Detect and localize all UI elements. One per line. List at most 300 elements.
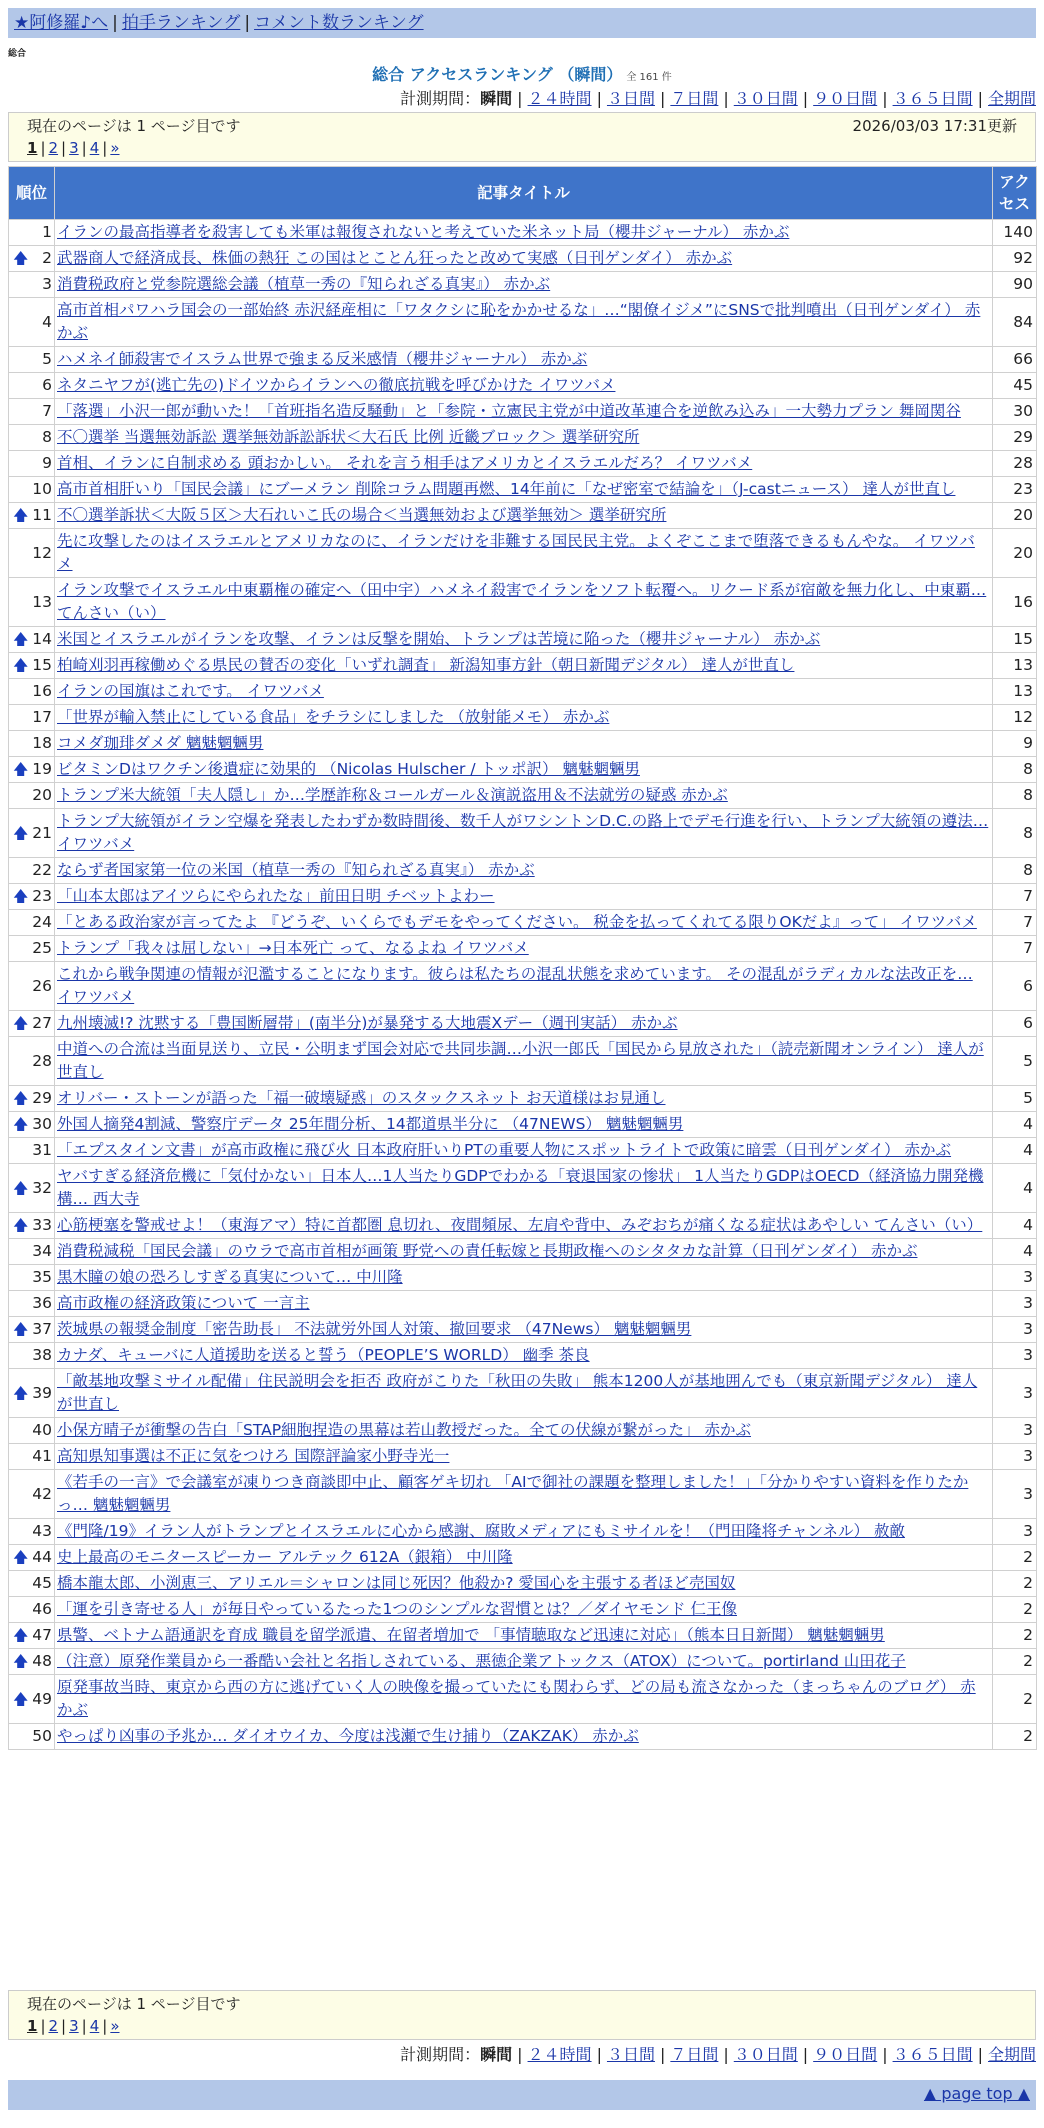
access-count: 3 xyxy=(993,1317,1037,1343)
rank-up-arrow-icon: 🡅 xyxy=(13,1216,29,1234)
rank-number: 33 xyxy=(32,1216,52,1234)
rank-cell xyxy=(9,298,55,347)
article-link[interactable]: 史上最高のモニタースピーカー アルテック 612A（銀箱） 中川隆 xyxy=(57,1548,513,1566)
title-cell xyxy=(55,1213,993,1239)
table-row xyxy=(9,1623,1037,1649)
access-count: 6 xyxy=(993,962,1037,1011)
table-row xyxy=(9,1164,1037,1213)
rank-number: 21 xyxy=(32,823,52,842)
pagination-top xyxy=(27,137,1017,159)
article-link[interactable]: カナダ、キューバに人道援助を送ると誓う（PEOPLE’S WORLD） 幽季 茶良 xyxy=(57,1346,590,1364)
access-count: 9 xyxy=(993,731,1037,757)
table-row xyxy=(9,1369,1037,1418)
rank-number: 15 xyxy=(32,656,52,674)
header-title: 記事タイトル xyxy=(55,167,993,220)
article-link[interactable]: 高市政権の経済政策について 一言主 xyxy=(57,1294,310,1312)
period-link[interactable]: ９０日間 xyxy=(813,89,878,108)
rank-number: 45 xyxy=(32,1574,52,1592)
access-count: 7 xyxy=(993,910,1037,936)
rank-number: 2 xyxy=(42,249,52,267)
page-separator: | xyxy=(81,139,87,157)
page-info-top xyxy=(8,112,1036,162)
table-row xyxy=(9,1086,1037,1112)
period-selector-bottom xyxy=(400,2042,1036,2065)
period-link[interactable]: ３６５日間 xyxy=(892,2045,973,2064)
rank-cell xyxy=(9,246,55,272)
article-link[interactable]: これから戦争関連の情報が氾濫することになります。彼らは私たちの混乱状態を求めています。 その混乱がラディカルな法改正を… イワツバメ xyxy=(57,965,973,1006)
article-link[interactable]: 心筋梗塞を警戒せよ！（東海アマ）特に首都圏 息切れ、夜間頻尿、左肩や背中、みぞおちが痛くなる症状はあやしい てんさい（い） xyxy=(57,1216,983,1234)
rank-up-arrow-icon: 🡅 xyxy=(13,760,29,778)
access-count: 3 xyxy=(993,1343,1037,1369)
title-cell xyxy=(55,373,993,399)
period-separator: | xyxy=(977,89,983,108)
rank-cell xyxy=(9,783,55,809)
article-link[interactable]: トランプ米大統領「夫人隠し」か…学歴詐称＆コールガール＆演説盗用＆不法就労の疑惑 赤かぶ xyxy=(57,786,728,804)
article-link[interactable]: 高市首相肝いり「国民会議」にブーメラン 削除コラム問題再燃、14年前に「なぜ密室で結論を」（J-castニュース） 達人が世直し xyxy=(57,480,956,498)
rank-number: 48 xyxy=(32,1652,52,1670)
article-link[interactable]: ならず者国家第一位の米国（植草一秀の『知られざる真実』） 赤かぶ xyxy=(57,861,535,879)
access-count: 3 xyxy=(993,1470,1037,1519)
page-link[interactable]: » xyxy=(110,139,120,157)
table-row xyxy=(9,653,1037,679)
rank-number: 11 xyxy=(32,506,52,524)
updated-timestamp: 2026/03/03 17:31更新 xyxy=(852,117,1017,135)
rank-number: 6 xyxy=(42,376,52,394)
table-row xyxy=(9,477,1037,503)
table-row xyxy=(9,220,1037,246)
clap-ranking-link[interactable]: 拍手ランキング xyxy=(121,13,241,33)
table-row xyxy=(9,809,1037,858)
article-link[interactable]: 橋本龍太郎、小渕恵三、アリエル＝シャロンは同じ死因？他殺か? 愛国心を主張する者ほど売国奴 xyxy=(57,1574,736,1592)
rank-number: 26 xyxy=(32,976,52,995)
period-link[interactable]: ９０日間 xyxy=(813,2045,878,2064)
rank-cell xyxy=(9,653,55,679)
rank-number: 47 xyxy=(32,1626,52,1644)
article-link[interactable]: 九州壊滅!? 沈黙する「豊国断層帯」(南半分)が暴発する大地震Xデー（週刊実話） 赤かぶ xyxy=(57,1014,678,1032)
table-row xyxy=(9,1418,1037,1444)
bottom-bar xyxy=(8,2080,1036,2110)
article-link[interactable]: 不〇選挙訴状＜大阪５区＞大石れいこ氏の場合＜当選無効および選挙無効＞ 選挙研究所 xyxy=(57,506,667,524)
article-link[interactable]: 《門隆/19》イラン人がトランプとイスラエルに心から感謝、腐敗メディアにもミサイルを！（門田隆将チャンネル） 赦敵 xyxy=(57,1522,905,1540)
period-link[interactable]: ７日間 xyxy=(670,2045,719,2064)
article-link[interactable]: 茨城県の報奨金制度「密告助長」 不法就労外国人対策、撤回要求 （47News） 魑魅魍魎男 xyxy=(57,1320,692,1338)
rank-up-arrow-icon: 🡅 xyxy=(13,823,29,842)
rank-number: 18 xyxy=(32,734,52,752)
table-row xyxy=(9,503,1037,529)
rank-cell xyxy=(9,962,55,1011)
rank-cell xyxy=(9,529,55,578)
rank-cell xyxy=(9,1724,55,1750)
asyura-home-link[interactable]: ★阿修羅♪へ xyxy=(14,13,109,33)
rank-cell xyxy=(9,1086,55,1112)
access-count: 3 xyxy=(993,1291,1037,1317)
table-row xyxy=(9,1519,1037,1545)
article-link[interactable]: 消費税減税「国民会議」のウラで高市首相が画策 野党への責任転嫁と長期政権へのシタタカな計算（日刊ゲンダイ） 赤かぶ xyxy=(57,1242,918,1260)
period-link[interactable]: ３０日間 xyxy=(733,89,798,108)
page-link[interactable]: » xyxy=(110,2017,120,2035)
rank-number: 31 xyxy=(32,1141,52,1159)
table-row xyxy=(9,1649,1037,1675)
rank-cell xyxy=(9,809,55,858)
title-cell xyxy=(55,1011,993,1037)
rank-cell xyxy=(9,373,55,399)
access-count: 8 xyxy=(993,783,1037,809)
table-row xyxy=(9,578,1037,627)
title-cell xyxy=(55,1037,993,1086)
table-row xyxy=(9,1444,1037,1470)
rank-number: 10 xyxy=(32,480,52,498)
table-row xyxy=(9,1470,1037,1519)
rank-cell xyxy=(9,884,55,910)
site-label: 総合 xyxy=(8,49,27,59)
page-link[interactable]: 4 xyxy=(89,139,100,157)
period-separator: | xyxy=(802,2045,809,2064)
access-count: 90 xyxy=(993,272,1037,298)
article-link[interactable]: ビタミンDはワクチン後遺症に効果的 （Nicolas Hulscher / トッポ訳） 魑魅魍魎男 xyxy=(57,760,640,778)
table-row xyxy=(9,373,1037,399)
title-cell xyxy=(55,1239,993,1265)
access-count: 66 xyxy=(993,347,1037,373)
rank-cell xyxy=(9,1343,55,1369)
rank-up-arrow-icon: 🡅 xyxy=(13,1383,29,1402)
title-cell xyxy=(55,1649,993,1675)
table-row xyxy=(9,1597,1037,1623)
access-count: 16 xyxy=(993,578,1037,627)
page-top-link[interactable]: ▲ page top ▲ xyxy=(923,2084,1030,2103)
rank-number: 43 xyxy=(32,1522,52,1540)
table-row xyxy=(9,246,1037,272)
article-link[interactable]: 中道への合流は当面見送り、立民・公明まず国会対応で共同歩調…小沢一郎氏「国民から見放された」（読売新聞オンライン） 達人が世直し xyxy=(57,1040,984,1081)
period-link[interactable]: ３０日間 xyxy=(733,2045,798,2064)
table-row xyxy=(9,910,1037,936)
article-link[interactable]: ハメネイ師殺害でイスラム世界で強まる反米感情（櫻井ジャーナル） 赤かぶ xyxy=(57,350,588,368)
table-row xyxy=(9,679,1037,705)
title-cell xyxy=(55,1444,993,1470)
title-cell xyxy=(55,347,993,373)
article-link[interactable]: トランプ「我々は屈しない」→日本死亡 って、なるよね イワツバメ xyxy=(57,939,529,957)
title-cell xyxy=(55,884,993,910)
article-link[interactable]: 高市首相パワハラ国会の一部始終 赤沢経産相に「ワタクシに恥をかかせるな」…“閣僚イジメ”にSNSで批判噴出（日刊ゲンダイ） 赤かぶ xyxy=(57,301,981,342)
article-link[interactable]: イラン攻撃でイスラエル中東覇権の確定へ（田中宇）ハメネイ殺害でイランをソフト転覆へ。リクード系が宿敵を無力化し、中東覇… てんさい（い） xyxy=(57,581,987,622)
rank-cell xyxy=(9,1239,55,1265)
period-current: 瞬間 xyxy=(480,89,513,108)
title-cell xyxy=(55,1470,993,1519)
header-rank: 順位 xyxy=(9,167,55,220)
rank-number: 27 xyxy=(32,1014,52,1032)
comment-ranking-link[interactable]: コメント数ランキング xyxy=(254,13,424,33)
article-link[interactable]: トランプ大統領がイラン空爆を発表したわずか数時間後、数千人がワシントンD.C.の路上でデモ行進を行い、トランプ大統領の遵法… イワツバメ xyxy=(57,812,989,853)
period-separator: | xyxy=(517,89,523,108)
rank-cell xyxy=(9,1649,55,1675)
rank-number: 44 xyxy=(32,1548,52,1566)
rank-cell xyxy=(9,627,55,653)
title-cell xyxy=(55,1724,993,1750)
rank-number: 40 xyxy=(32,1421,52,1439)
title-cell xyxy=(55,1597,993,1623)
access-count: 13 xyxy=(993,653,1037,679)
table-row xyxy=(9,1037,1037,1086)
page-separator: | xyxy=(81,2017,87,2035)
rank-cell xyxy=(9,451,55,477)
rank-number: 30 xyxy=(32,1115,52,1133)
rank-number: 41 xyxy=(32,1447,52,1465)
access-count: 4 xyxy=(993,1213,1037,1239)
rank-cell xyxy=(9,272,55,298)
rank-cell xyxy=(9,731,55,757)
rank-cell xyxy=(9,705,55,731)
period-selector-top xyxy=(400,86,1036,109)
title-cell xyxy=(55,757,993,783)
table-row xyxy=(9,936,1037,962)
access-count: 28 xyxy=(993,451,1037,477)
table-row xyxy=(9,1571,1037,1597)
title-cell xyxy=(55,1675,993,1724)
title-cell xyxy=(55,1164,993,1213)
page-link[interactable]: 3 xyxy=(69,139,79,157)
rank-up-arrow-icon: 🡅 xyxy=(13,887,29,905)
rank-cell xyxy=(9,1418,55,1444)
title-cell xyxy=(55,399,993,425)
ranking-table xyxy=(8,166,1037,1750)
article-link[interactable]: イランの国旗はこれです。 イワツバメ xyxy=(57,682,324,700)
title-cell xyxy=(55,653,993,679)
access-count: 12 xyxy=(993,705,1037,731)
period-link[interactable]: ２４時間 xyxy=(527,89,592,108)
total-count: 全 161 件 xyxy=(626,72,672,83)
rank-number: 23 xyxy=(32,887,52,905)
access-count: 2 xyxy=(993,1571,1037,1597)
rank-number: 16 xyxy=(32,682,52,700)
top-navigation-bar xyxy=(8,8,1036,38)
article-link[interactable]: 県警、ベトナム語通訳を育成 職員を留学派遣、在留者増加で 「事情聴取など迅速に対応」（熊本日日新聞） 魑魅魍魎男 xyxy=(57,1626,885,1644)
rank-cell xyxy=(9,1138,55,1164)
title-cell xyxy=(55,1291,993,1317)
rank-up-arrow-icon: 🡅 xyxy=(13,506,29,524)
rank-number: 37 xyxy=(32,1320,52,1338)
article-link[interactable]: 米国とイスラエルがイランを攻撃、イランは反撃を開始、トランプは苦境に陥った（櫻井ジャーナル） 赤かぶ xyxy=(57,630,821,648)
rank-number: 12 xyxy=(32,543,52,562)
table-row xyxy=(9,705,1037,731)
rank-cell xyxy=(9,1545,55,1571)
access-count: 8 xyxy=(993,858,1037,884)
page-info-bottom xyxy=(8,1990,1036,2040)
rank-cell xyxy=(9,503,55,529)
rank-cell xyxy=(9,1112,55,1138)
current-page-text: 現在のページは 1 ページ目です xyxy=(27,1995,241,2013)
period-link[interactable]: 全期間 xyxy=(987,89,1036,108)
rank-up-arrow-icon: 🡅 xyxy=(13,1089,29,1107)
title-cell xyxy=(55,1571,993,1597)
access-count: 84 xyxy=(993,298,1037,347)
article-link[interactable]: オリバー・ストーンが語った「福一破壊疑惑」のスタックスネット お天道様はお見通し xyxy=(57,1089,666,1107)
title-cell xyxy=(55,858,993,884)
page-current: 1 xyxy=(27,2017,38,2035)
table-row xyxy=(9,1138,1037,1164)
access-count: 3 xyxy=(993,1418,1037,1444)
rank-cell xyxy=(9,477,55,503)
rank-cell xyxy=(9,679,55,705)
article-link[interactable]: 不〇選挙 当選無効訴訟 選挙無効訴訟訴状＜大石氏 比例 近畿ブロック＞ 選挙研究所 xyxy=(57,428,640,446)
rank-cell xyxy=(9,578,55,627)
article-link[interactable]: 先に攻撃したのはイスラエルとアメリカなのに、イランだけを非難する国民民主党。よくぞここまで堕落できるもんやな。 イワツバメ xyxy=(57,532,975,573)
rank-number: 13 xyxy=(32,592,52,611)
rank-cell xyxy=(9,1597,55,1623)
period-separator: | xyxy=(659,89,666,108)
title-cell xyxy=(55,477,993,503)
title-cell xyxy=(55,1317,993,1343)
rank-number: 36 xyxy=(32,1294,52,1312)
access-count: 23 xyxy=(993,477,1037,503)
rank-number: 34 xyxy=(32,1242,52,1260)
period-separator: | xyxy=(882,89,888,108)
table-row xyxy=(9,1265,1037,1291)
rank-number: 29 xyxy=(32,1089,52,1107)
access-count: 3 xyxy=(993,1369,1037,1418)
table-row xyxy=(9,425,1037,451)
access-count: 4 xyxy=(993,1112,1037,1138)
access-count: 3 xyxy=(993,1444,1037,1470)
period-label: 計測期間： xyxy=(400,89,481,108)
rank-cell xyxy=(9,936,55,962)
rank-number: 49 xyxy=(32,1689,52,1708)
article-link[interactable]: 黒木瞳の娘の恐ろしすぎる真実について… 中川隆 xyxy=(57,1268,403,1286)
article-link[interactable]: 首相、イランに自制求める 頭おかしい。 それを言う相手はアメリカとイスラエルだろ？ イワツバメ xyxy=(57,454,753,472)
title-cell xyxy=(55,529,993,578)
title-cell xyxy=(55,936,993,962)
rank-number: 22 xyxy=(32,861,52,879)
page-link[interactable]: 2 xyxy=(48,2017,59,2035)
access-count: 15 xyxy=(993,627,1037,653)
rank-number: 3 xyxy=(42,275,52,293)
article-link[interactable]: 原発事故当時、東京から西の方に逃げていく人の映像を撮っていたにも関わらず、どの局も流さなかった（まっちゃんのブログ） 赤かぶ xyxy=(57,1678,976,1719)
access-count: 2 xyxy=(993,1724,1037,1750)
title-cell xyxy=(55,298,993,347)
article-link[interactable]: 高知県知事選は不正に気をつけろ 国際評論家小野寺光一 xyxy=(57,1447,450,1465)
rank-cell xyxy=(9,1037,55,1086)
period-separator: | xyxy=(596,2045,602,2064)
article-link[interactable]: 「運を引き寄せる人」が毎日やっているたった1つのシンプルな習慣とは？／ダイヤモンド 仁王像 xyxy=(57,1600,737,1618)
rank-up-arrow-icon: 🡅 xyxy=(13,630,29,648)
title-cell xyxy=(55,451,993,477)
table-row xyxy=(9,1724,1037,1750)
article-link[interactable]: 「とある政治家が言ってたよ 『どうぞ、いくらでもデモをやってください。 税金を払ってくれてる限りOKだよ』って」 イワツバメ xyxy=(57,913,977,931)
article-link[interactable]: 武器商人で経済成長、株価の熱狂 この国はとことん狂ったと改めて実感（日刊ゲンダイ） 赤かぶ xyxy=(57,249,733,267)
article-link[interactable]: 小保方晴子が衝撃の告白「STAP細胞捏造の黒幕は若山教授だった。全ての伏線が繋がった」 赤かぶ xyxy=(57,1421,751,1439)
article-link[interactable]: コメダ珈琲ダメダ 魑魅魍魎男 xyxy=(57,734,264,752)
page-separator: | xyxy=(40,2017,46,2035)
rank-cell xyxy=(9,1265,55,1291)
page-link[interactable]: 4 xyxy=(89,2017,100,2035)
page-separator: | xyxy=(61,139,67,157)
article-link[interactable]: ヤバすぎる経済危機に「気付かない」日本人…1人当たりGDPでわかる「衰退国家の惨状」 1人当たりGDPはOECD（経済協力開発機構… 西大寺 xyxy=(57,1167,984,1208)
table-row xyxy=(9,1317,1037,1343)
rank-number: 32 xyxy=(32,1178,52,1197)
title-cell xyxy=(55,1138,993,1164)
article-link[interactable]: 「敵基地攻撃ミサイル配備」住民説明会を拒否 政府がこりた「秋田の失敗」 熊本1200人が基地囲んでも（東京新聞デジタル） 達人が世直し xyxy=(57,1372,978,1413)
rank-cell xyxy=(9,1623,55,1649)
rank-number: 39 xyxy=(32,1383,52,1402)
table-row xyxy=(9,1112,1037,1138)
period-link[interactable]: 全期間 xyxy=(987,2045,1036,2064)
article-link[interactable]: 《若手の一言》で会議室が凍りつき商談即中止、顧客ゲキ切れ 「AIで御社の課題を整理しました！」「分かりやすい資料を作りたかっ… 魑魅魍魎男 xyxy=(57,1473,969,1514)
nav-separator: | xyxy=(112,13,118,33)
table-row xyxy=(9,1545,1037,1571)
period-link[interactable]: ３６５日間 xyxy=(892,89,973,108)
rank-cell xyxy=(9,425,55,451)
access-count: 13 xyxy=(993,679,1037,705)
access-count: 4 xyxy=(993,1138,1037,1164)
table-row xyxy=(9,399,1037,425)
article-link[interactable]: 外国人摘発4割減、警察庁データ 25年間分析、14都道県半分に （47NEWS） 魑魅魍魎男 xyxy=(57,1115,684,1133)
article-link[interactable]: やっぱり凶事の予兆か… ダイオウイカ、今度は浅瀬で生け捕り（ZAKZAK） 赤かぶ xyxy=(57,1727,639,1745)
page-link[interactable]: 2 xyxy=(48,139,59,157)
table-row xyxy=(9,627,1037,653)
title-cell xyxy=(55,1343,993,1369)
period-link[interactable]: ３日間 xyxy=(606,2045,655,2064)
access-count: 5 xyxy=(993,1086,1037,1112)
title-cell xyxy=(55,910,993,936)
period-link[interactable]: ３日間 xyxy=(606,89,655,108)
title-cell xyxy=(55,962,993,1011)
article-link[interactable]: 「山本太郎はアイツらにやられたな」前田日明 チベットよわー xyxy=(57,887,495,905)
article-link[interactable]: イランの最高指導者を殺害しても米軍は報復されないと考えていた米ネット局（櫻井ジャーナル） 赤かぶ xyxy=(57,223,790,241)
article-link[interactable]: 「落選」小沢一郎が動いた！「首班指名造反騒動」と「参院・立憲民主党が中道改革連合を逆飲み込み」一大勢力プラン 舞岡関谷 xyxy=(57,402,961,420)
rank-cell xyxy=(9,220,55,246)
period-separator: | xyxy=(723,89,729,108)
article-link[interactable]: 柏崎刈羽再稼働めぐる県民の賛否の変化「いずれ調査」 新潟知事方針（朝日新聞デジタル） 達人が世直し xyxy=(57,656,795,674)
rank-cell xyxy=(9,1571,55,1597)
period-separator: | xyxy=(977,2045,983,2064)
article-link[interactable]: 「世界が輸入禁止にしている食品」をチラシにしました （放射能メモ） 赤かぶ xyxy=(57,708,610,726)
article-link[interactable]: 「エプスタイン文書」が高市政権に飛び火 日本政府肝いりPTの重要人物にスポットライトで政策に暗雲（日刊ゲンダイ） 赤かぶ xyxy=(57,1141,952,1159)
article-link[interactable]: （注意）原発作業員から一番酷い会社と名指しされている、悪徳企業アトックス（ATOX）について。portirland 山田花子 xyxy=(57,1652,906,1670)
period-separator: | xyxy=(659,2045,666,2064)
pagination-bottom xyxy=(27,2015,1017,2037)
rank-cell xyxy=(9,1011,55,1037)
access-count: 8 xyxy=(993,809,1037,858)
title-cell xyxy=(55,1418,993,1444)
article-link[interactable]: ネタニヤフが(逃亡先の)ドイツからイランへの徹底抗戦を呼びかけた イワツバメ xyxy=(57,376,616,394)
page-link[interactable]: 3 xyxy=(69,2017,79,2035)
title-cell xyxy=(55,627,993,653)
rank-cell xyxy=(9,1164,55,1213)
article-link[interactable]: 消費税政府と党参院選総会議（植草一秀の『知られざる真実』） 赤かぶ xyxy=(57,275,551,293)
page-current: 1 xyxy=(27,139,38,157)
rank-number: 24 xyxy=(32,913,52,931)
period-current: 瞬間 xyxy=(480,2045,513,2064)
access-count: 8 xyxy=(993,757,1037,783)
rank-number: 35 xyxy=(32,1268,52,1286)
rank-number: 7 xyxy=(42,402,52,420)
title-cell xyxy=(55,1545,993,1571)
period-separator: | xyxy=(723,2045,729,2064)
rank-number: 9 xyxy=(42,454,52,472)
title-cell xyxy=(55,1265,993,1291)
page-separator: | xyxy=(102,139,108,157)
period-link[interactable]: ２４時間 xyxy=(527,2045,592,2064)
table-row xyxy=(9,1213,1037,1239)
title-cell xyxy=(55,731,993,757)
title-cell xyxy=(55,272,993,298)
title-cell xyxy=(55,1086,993,1112)
title-cell xyxy=(55,1623,993,1649)
access-count: 20 xyxy=(993,529,1037,578)
access-count: 92 xyxy=(993,246,1037,272)
page-separator: | xyxy=(102,2017,108,2035)
period-link[interactable]: ７日間 xyxy=(670,89,719,108)
nav-separator: | xyxy=(244,13,251,33)
rank-up-arrow-icon: 🡅 xyxy=(13,1548,29,1566)
